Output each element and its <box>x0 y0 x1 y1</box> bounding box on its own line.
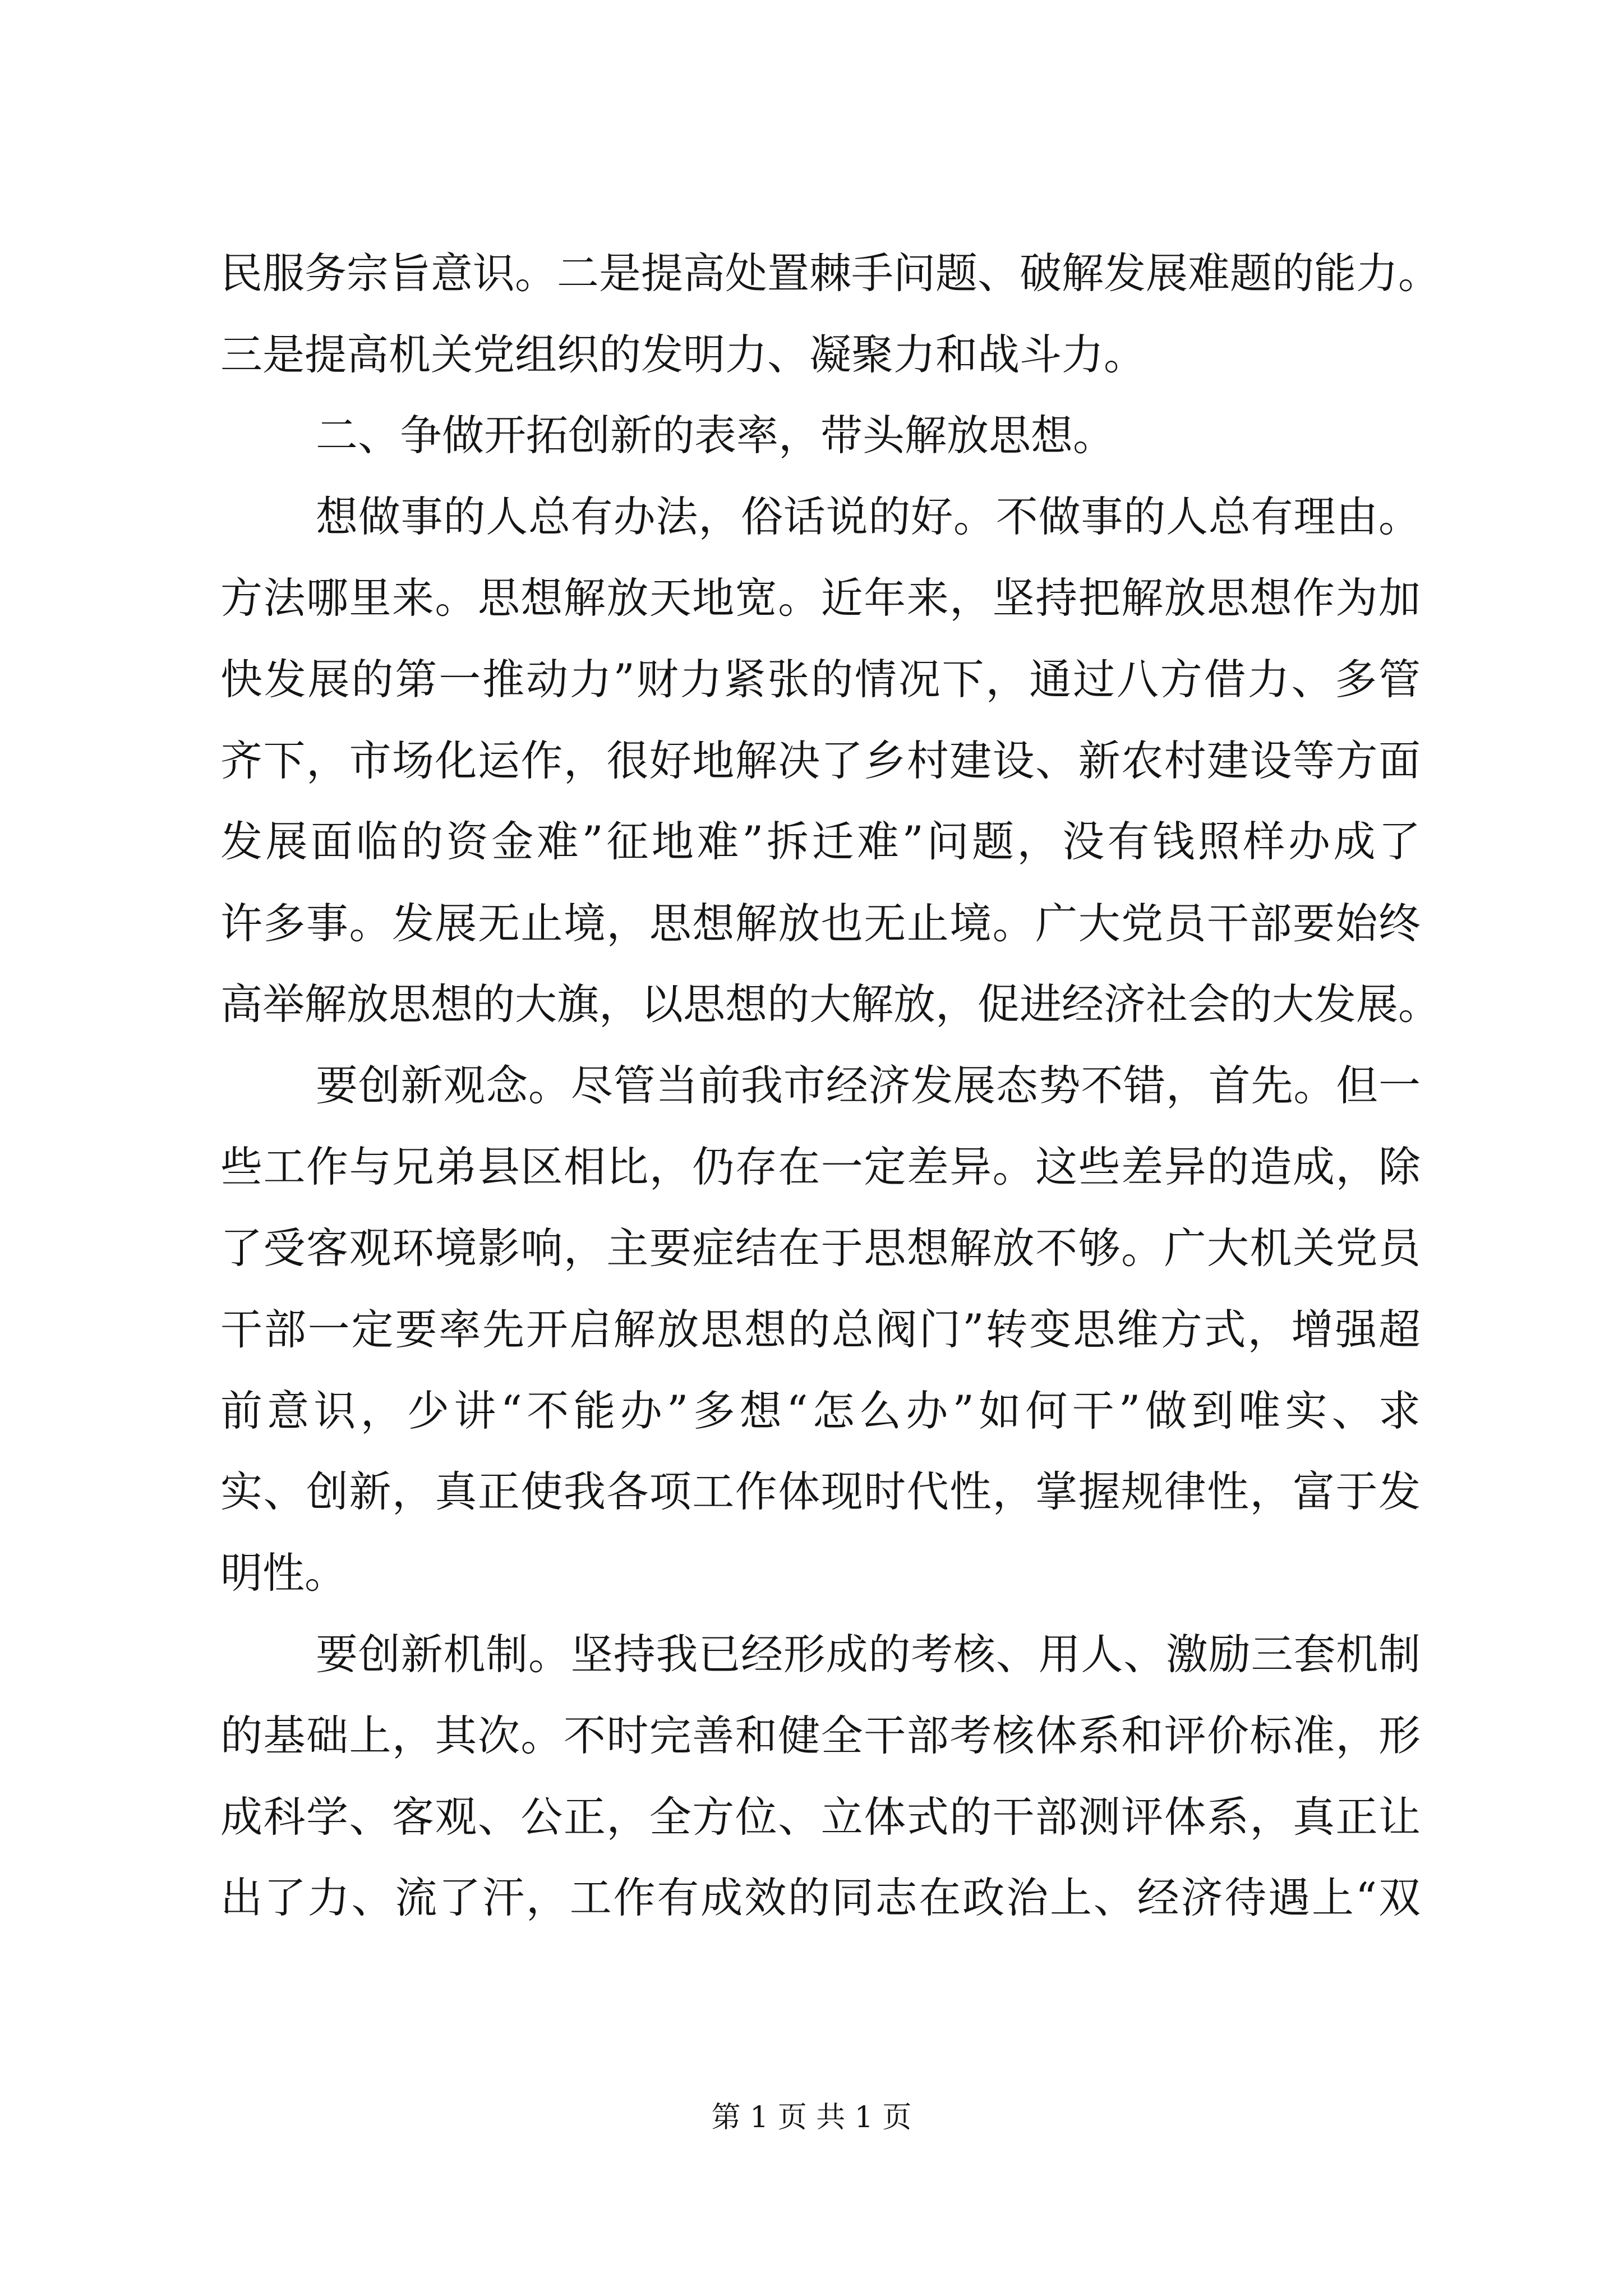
text-line: 发展面临的资金难”征地难”拆迁难”问题，没有钱照样办成了 <box>220 817 1421 866</box>
text-line: 三是提高机关党组织的发明力、凝聚力和战斗力。 <box>220 330 1146 379</box>
text-line: 明性。 <box>220 1548 347 1598</box>
text-line: 要创新机制。坚持我已经形成的考核、用人、激励三套机制 <box>316 1630 1421 1679</box>
text-line: 的基础上，其次。不时完善和健全干部考核体系和评价标准，形 <box>220 1711 1421 1760</box>
text-line: 方法哪里来。思想解放天地宽。近年来，坚持把解放思想作为加 <box>220 573 1421 623</box>
text-line: 要创新观念。尽管当前我市经济发展态势不错，首先。但一 <box>316 1061 1421 1110</box>
text-line: 干部一定要率先开启解放思想的总阀门”转变思维方式，增强超 <box>220 1305 1421 1354</box>
text-line: 民服务宗旨意识。二是提高处置棘手问题、破解发展难题的能力。 <box>220 249 1441 298</box>
text-line: 了受客观环境影响，主要症结在于思想解放不够。广大机关党员 <box>220 1223 1421 1273</box>
text-line: 成科学、客观、公正，全方位、立体式的干部测评体系，真正让 <box>220 1792 1421 1842</box>
page-footer: 第 1 页 共 1 页 <box>711 2101 912 2134</box>
text-line: 高举解放思想的大旗，以思想的大解放，促进经济社会的大发展。 <box>220 979 1441 1029</box>
text-line: 实、创新，真正使我各项工作体现时代性，掌握规律性，富于发 <box>220 1467 1421 1516</box>
text-line: 出了力、流了汗，工作有成效的同志在政治上、经济待遇上“双 <box>220 1873 1421 1922</box>
text-line: 前意识，少讲“不能办”多想“怎么办”如何干”做到唯实、求 <box>220 1386 1421 1435</box>
text-line: 许多事。发展无止境，思想解放也无止境。广大党员干部要始终 <box>220 899 1421 948</box>
text-line: 齐下，市场化运作，很好地解决了乡村建设、新农村建设等方面 <box>220 736 1421 785</box>
text-line: 想做事的人总有办法，俗话说的好。不做事的人总有理由。 <box>316 492 1421 541</box>
text-line: 快发展的第一推动力”财力紧张的情况下，通过八方借力、多管 <box>220 655 1421 704</box>
section-heading: 二、争做开拓创新的表率，带头解放思想。 <box>316 411 1115 460</box>
text-line: 些工作与兄弟县区相比，仍存在一定差异。这些差异的造成，除 <box>220 1142 1421 1191</box>
